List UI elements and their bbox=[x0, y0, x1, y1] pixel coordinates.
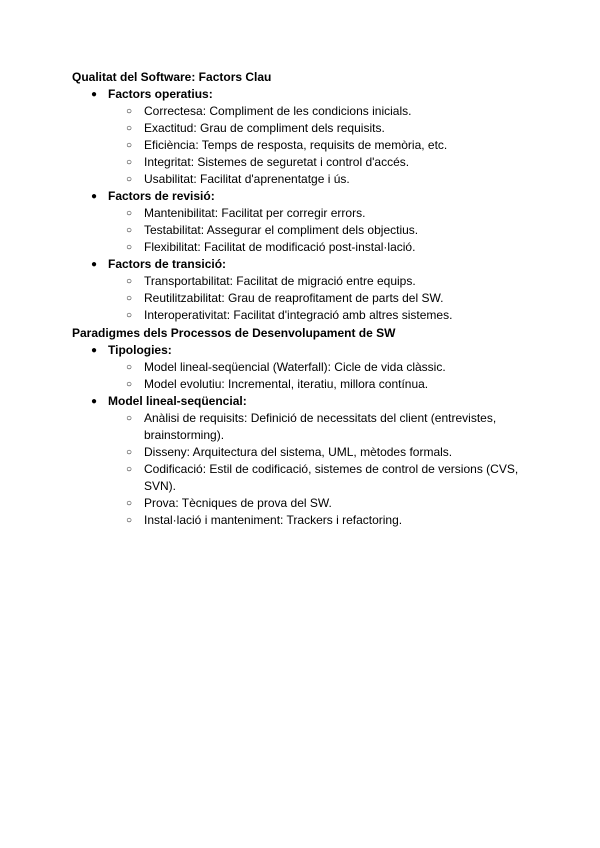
sub-list bbox=[108, 103, 532, 188]
list-item: ○ Mantenibilitat: Facilitat per corregir errors. bbox=[126, 206, 366, 220]
list-item: ○ Model evolutiu: Incremental, iteratiu, millora contínua. bbox=[126, 377, 429, 391]
hollow-bullet-icon: ○ bbox=[126, 362, 133, 373]
filled-bullet-icon: ● bbox=[91, 396, 98, 407]
sub-list bbox=[108, 410, 532, 529]
filled-bullet-icon: ● bbox=[91, 191, 98, 202]
hollow-bullet-icon: ○ bbox=[126, 447, 133, 458]
hollow-bullet-icon: ○ bbox=[126, 157, 133, 168]
hollow-bullet-icon: ○ bbox=[126, 276, 133, 287]
hollow-bullet-icon: ○ bbox=[126, 174, 133, 185]
hollow-bullet-icon: ○ bbox=[126, 242, 133, 253]
group-transition bbox=[91, 256, 532, 324]
list-item: ○ Anàlisi de requisits: Definició de necessitats del client (entrevistes, brainstorming). bbox=[126, 411, 497, 442]
paradigms-list bbox=[72, 342, 532, 529]
section-title-paradigms: Paradigmes dels Processos de Desenvolupament de SW bbox=[72, 326, 396, 340]
list-item: ○ Correctesa: Compliment de les condicions inicials. bbox=[126, 104, 412, 118]
section-title-quality: Qualitat del Software: Factors Clau bbox=[72, 70, 272, 84]
group-operational bbox=[91, 86, 532, 188]
list-item: ○ Integritat: Sistemes de seguretat i control d'accés. bbox=[126, 155, 410, 169]
hollow-bullet-icon: ○ bbox=[126, 379, 133, 390]
group-label: Factors de transició: bbox=[108, 257, 227, 271]
hollow-bullet-icon: ○ bbox=[126, 225, 133, 236]
group-label: Factors operatius: bbox=[108, 87, 213, 101]
list-item: ○ Prova: Tècniques de prova del SW. bbox=[126, 496, 332, 510]
list-item: ○ Interoperativitat: Facilitat d'integració amb altres sistemes. bbox=[126, 308, 453, 322]
group-revision bbox=[91, 188, 532, 256]
group-label: Tipologies: bbox=[108, 343, 172, 357]
sub-list bbox=[108, 205, 532, 256]
hollow-bullet-icon: ○ bbox=[126, 106, 133, 117]
hollow-bullet-icon: ○ bbox=[126, 464, 133, 475]
group-waterfall bbox=[91, 393, 532, 529]
list-item: ○ Exactitud: Grau de compliment dels requisits. bbox=[126, 121, 385, 135]
list-item: ○ Instal·lació i manteniment: Trackers i refactoring. bbox=[126, 513, 403, 527]
group-label: Model lineal-seqüencial: bbox=[108, 394, 247, 408]
list-item: ○ Model lineal-seqüencial (Waterfall): Cicle de vida clàssic. bbox=[126, 360, 446, 374]
list-item: ○ Disseny: Arquitectura del sistema, UML, mètodes formals. bbox=[126, 445, 453, 459]
hollow-bullet-icon: ○ bbox=[126, 310, 133, 321]
sub-list bbox=[108, 273, 532, 324]
list-item: ○ Usabilitat: Facilitat d'aprenentatge i ús. bbox=[126, 172, 350, 186]
list-item: ○ Transportabilitat: Facilitat de migració entre equips. bbox=[126, 274, 416, 288]
filled-bullet-icon: ● bbox=[91, 259, 98, 270]
document-content bbox=[72, 68, 532, 529]
list-item: ○ Flexibilitat: Facilitat de modificació post-instal·lació. bbox=[126, 240, 416, 254]
list-item: ○ Testabilitat: Assegurar el compliment dels objectius. bbox=[126, 223, 419, 237]
hollow-bullet-icon: ○ bbox=[126, 515, 133, 526]
hollow-bullet-icon: ○ bbox=[126, 498, 133, 509]
sub-list bbox=[108, 359, 532, 393]
hollow-bullet-icon: ○ bbox=[126, 413, 133, 424]
hollow-bullet-icon: ○ bbox=[126, 140, 133, 151]
list-item: ○ Reutilitzabilitat: Grau de reaprofitament de parts del SW. bbox=[126, 291, 444, 305]
list-item: ○ Eficiència: Temps de resposta, requisits de memòria, etc. bbox=[126, 138, 448, 152]
hollow-bullet-icon: ○ bbox=[126, 123, 133, 134]
quality-factor-list bbox=[72, 86, 532, 324]
filled-bullet-icon: ● bbox=[91, 345, 98, 356]
group-typologies bbox=[91, 342, 532, 393]
hollow-bullet-icon: ○ bbox=[126, 293, 133, 304]
group-label: Factors de revisió: bbox=[108, 189, 215, 203]
filled-bullet-icon: ● bbox=[91, 89, 98, 100]
list-item: ○ Codificació: Estil de codificació, sistemes de control de versions (CVS, SVN). bbox=[126, 462, 519, 493]
hollow-bullet-icon: ○ bbox=[126, 208, 133, 219]
